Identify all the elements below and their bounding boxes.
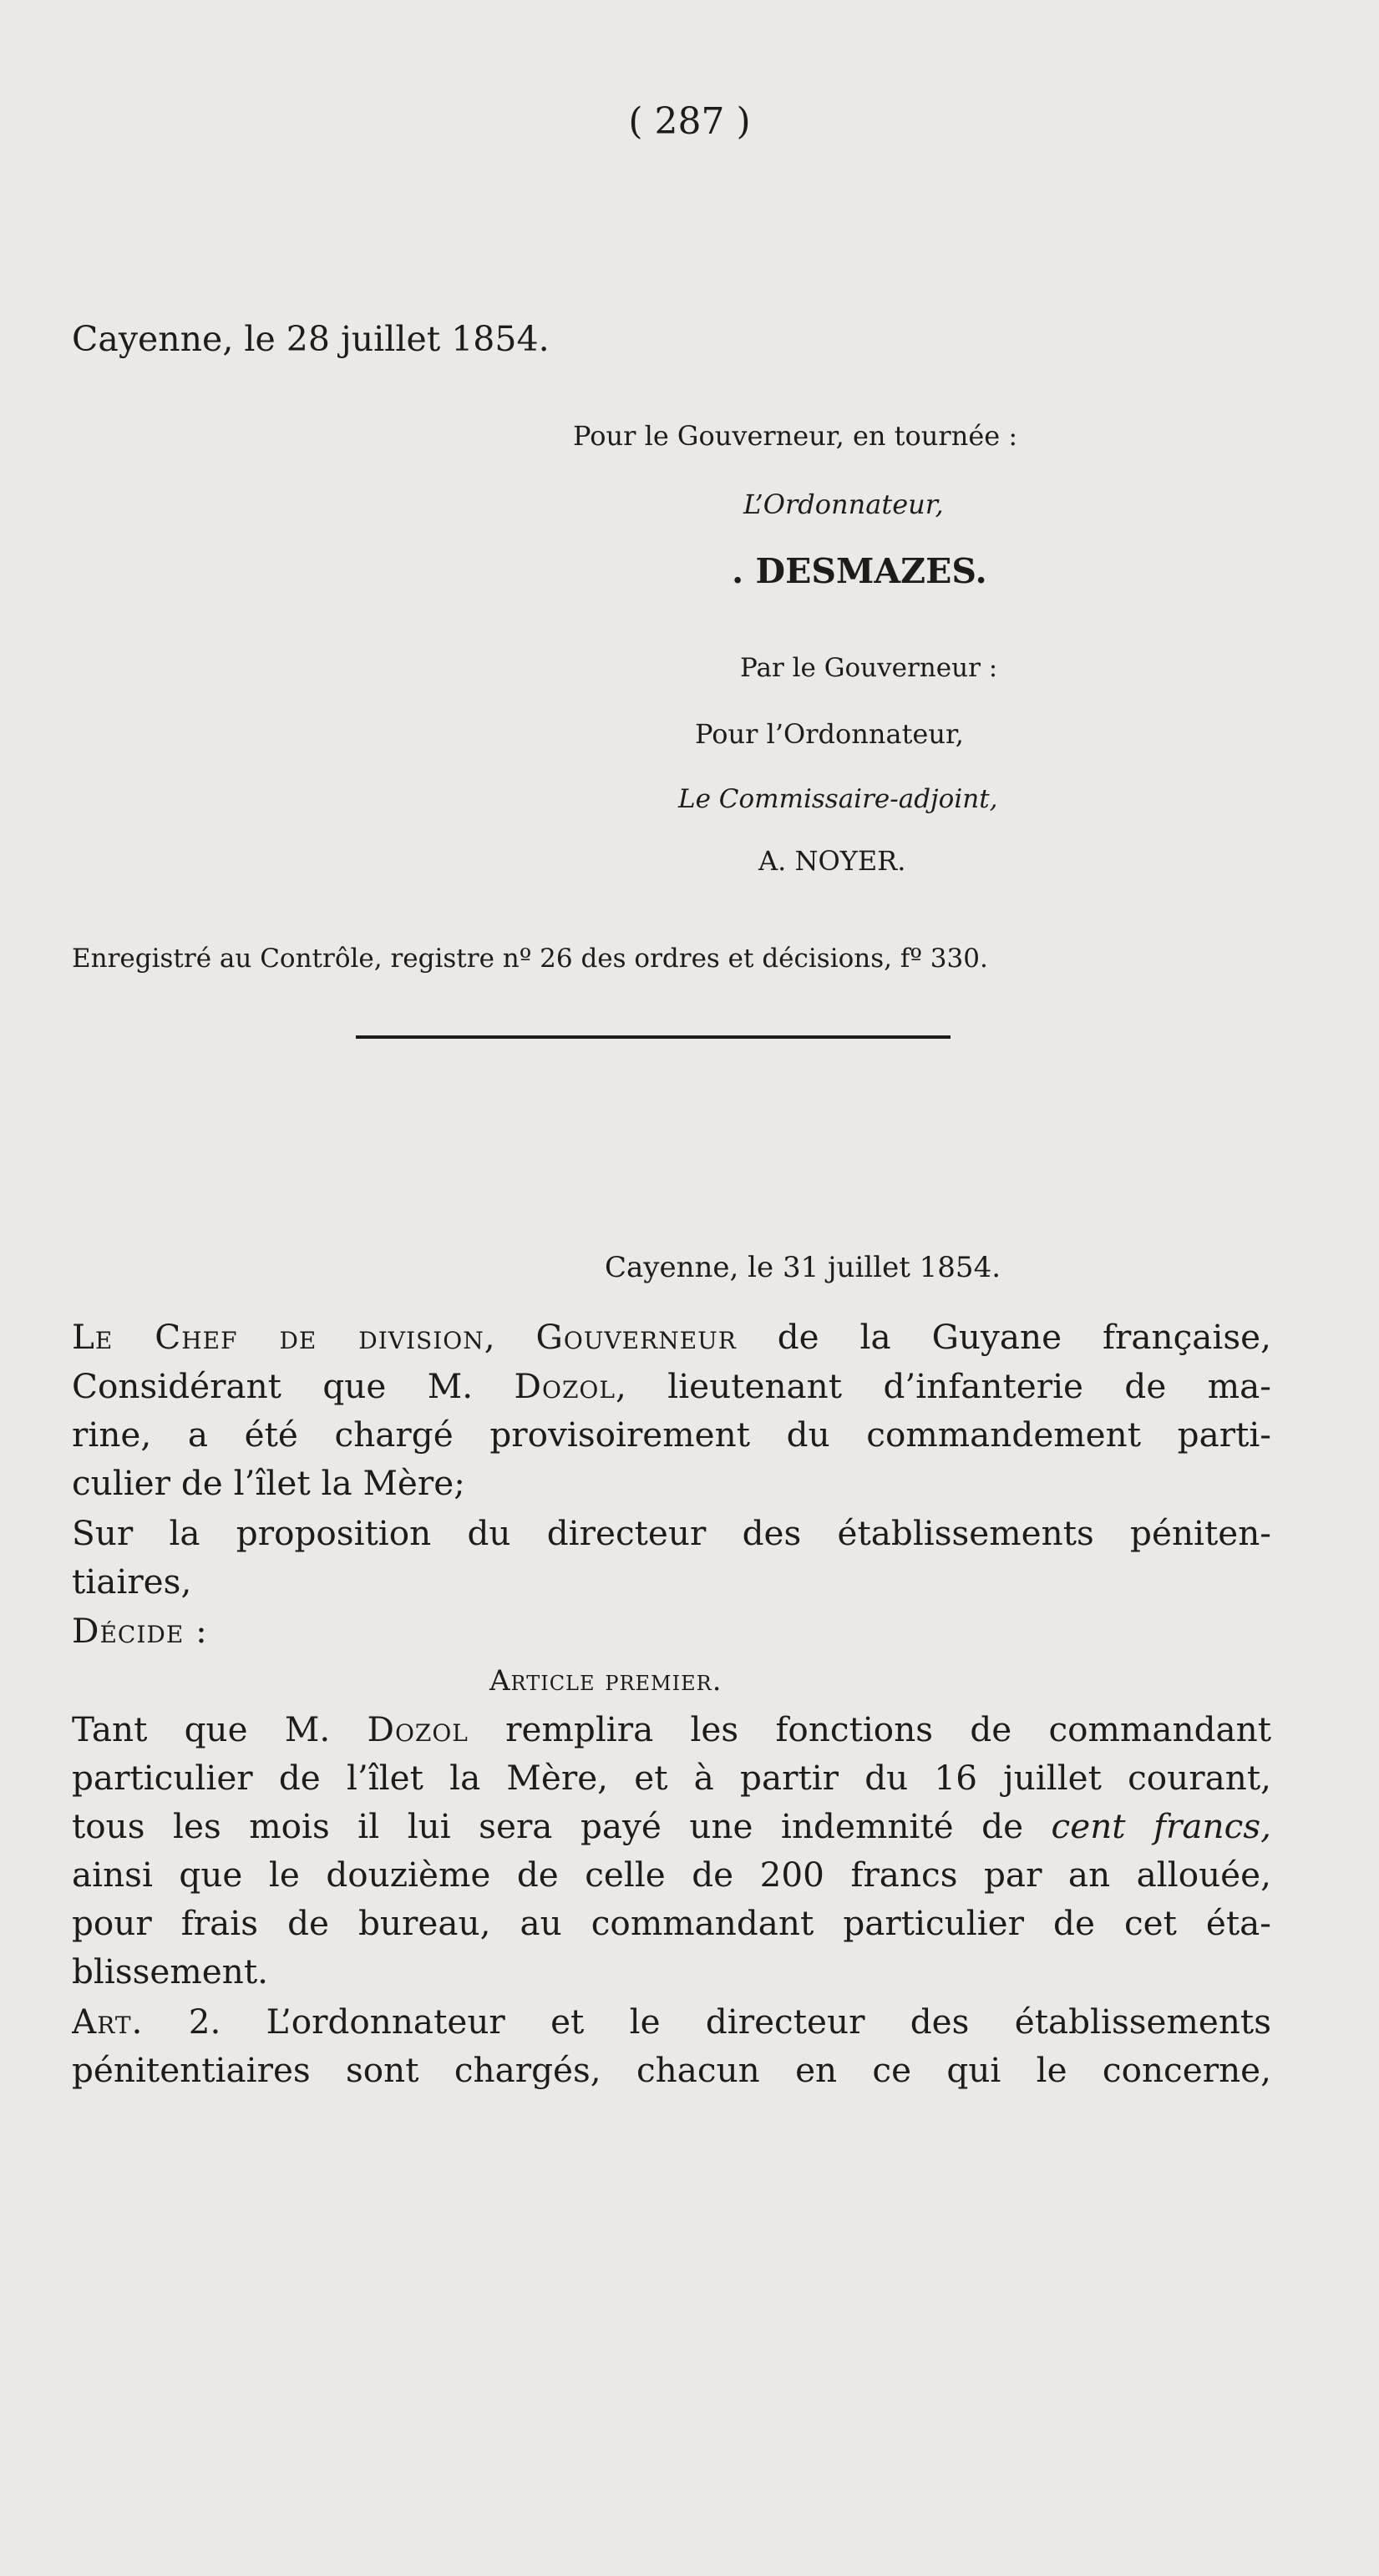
signature-line-4: Par le Gouverneur : bbox=[740, 653, 998, 683]
body-line-6: tiaires, bbox=[72, 1561, 192, 1602]
signature-desmazes: . DESMAZES. bbox=[732, 551, 987, 591]
article-1-line-3: tous les mois il lui sera payé une indemnité de cent francs, bbox=[72, 1806, 1271, 1846]
page-number: ( 287 ) bbox=[628, 100, 751, 143]
signature-noyer: A. NOYER. bbox=[758, 845, 906, 877]
article-1-line-1: Tant que M. Dozol remplira les fonctions de commandant bbox=[72, 1709, 1271, 1749]
decide-label: Décide : bbox=[72, 1611, 208, 1651]
article-1-line-4: ainsi que le douzième de celle de 200 francs par an allouée, bbox=[72, 1855, 1271, 1895]
article-1-line-5: pour frais de bureau, au commandant particulier de cet éta- bbox=[72, 1903, 1271, 1943]
article-1-line-6: blissement. bbox=[72, 1951, 268, 1991]
decision-body bbox=[72, 1318, 1275, 2286]
registration-note: Enregistré au Contrôle, registre nº 26 des ordres et décisions, fº 330. bbox=[72, 944, 988, 974]
signature-line-5: Pour l’Ordonnateur, bbox=[695, 718, 964, 750]
body-line-4: culier de l’îlet la Mère; bbox=[72, 1463, 465, 1503]
place-date-1: Cayenne, le 28 juillet 1854. bbox=[72, 319, 550, 359]
section-divider bbox=[356, 1035, 951, 1039]
body-line-2: Considérant que M. Dozol, lieutenant d’infanterie de ma- bbox=[72, 1366, 1271, 1406]
decision-place-date: Cayenne, le 31 juillet 1854. bbox=[605, 1251, 1001, 1284]
signature-line-1: Pour le Gouverneur, en tournée : bbox=[573, 420, 1018, 452]
body-line-3: rine, a été chargé provisoirement du commandement parti- bbox=[72, 1415, 1271, 1455]
article-2-bottom-line-2: pénitentiaires sont chargés, chacun en ce qui le concerne, bbox=[72, 2050, 1271, 2090]
signature-line-2: L’Ordonnateur, bbox=[743, 488, 944, 520]
body-line-1: Le Chef de division, Gouverneur de la Guyane française, bbox=[72, 1318, 1271, 1357]
signature-line-6: Le Commissaire-adjoint, bbox=[678, 784, 998, 814]
article-premier-heading: Article premier. bbox=[489, 1664, 722, 1698]
article-2-bottom-line-1: Art. 2. L’ordonnateur et le directeur des établissements bbox=[72, 2002, 1271, 2042]
article-1-line-2: particulier de l’îlet la Mère, et à partir du 16 juillet courant, bbox=[72, 1758, 1271, 1798]
body-line-5: Sur la proposition du directeur des établissements péniten- bbox=[72, 1513, 1271, 1553]
